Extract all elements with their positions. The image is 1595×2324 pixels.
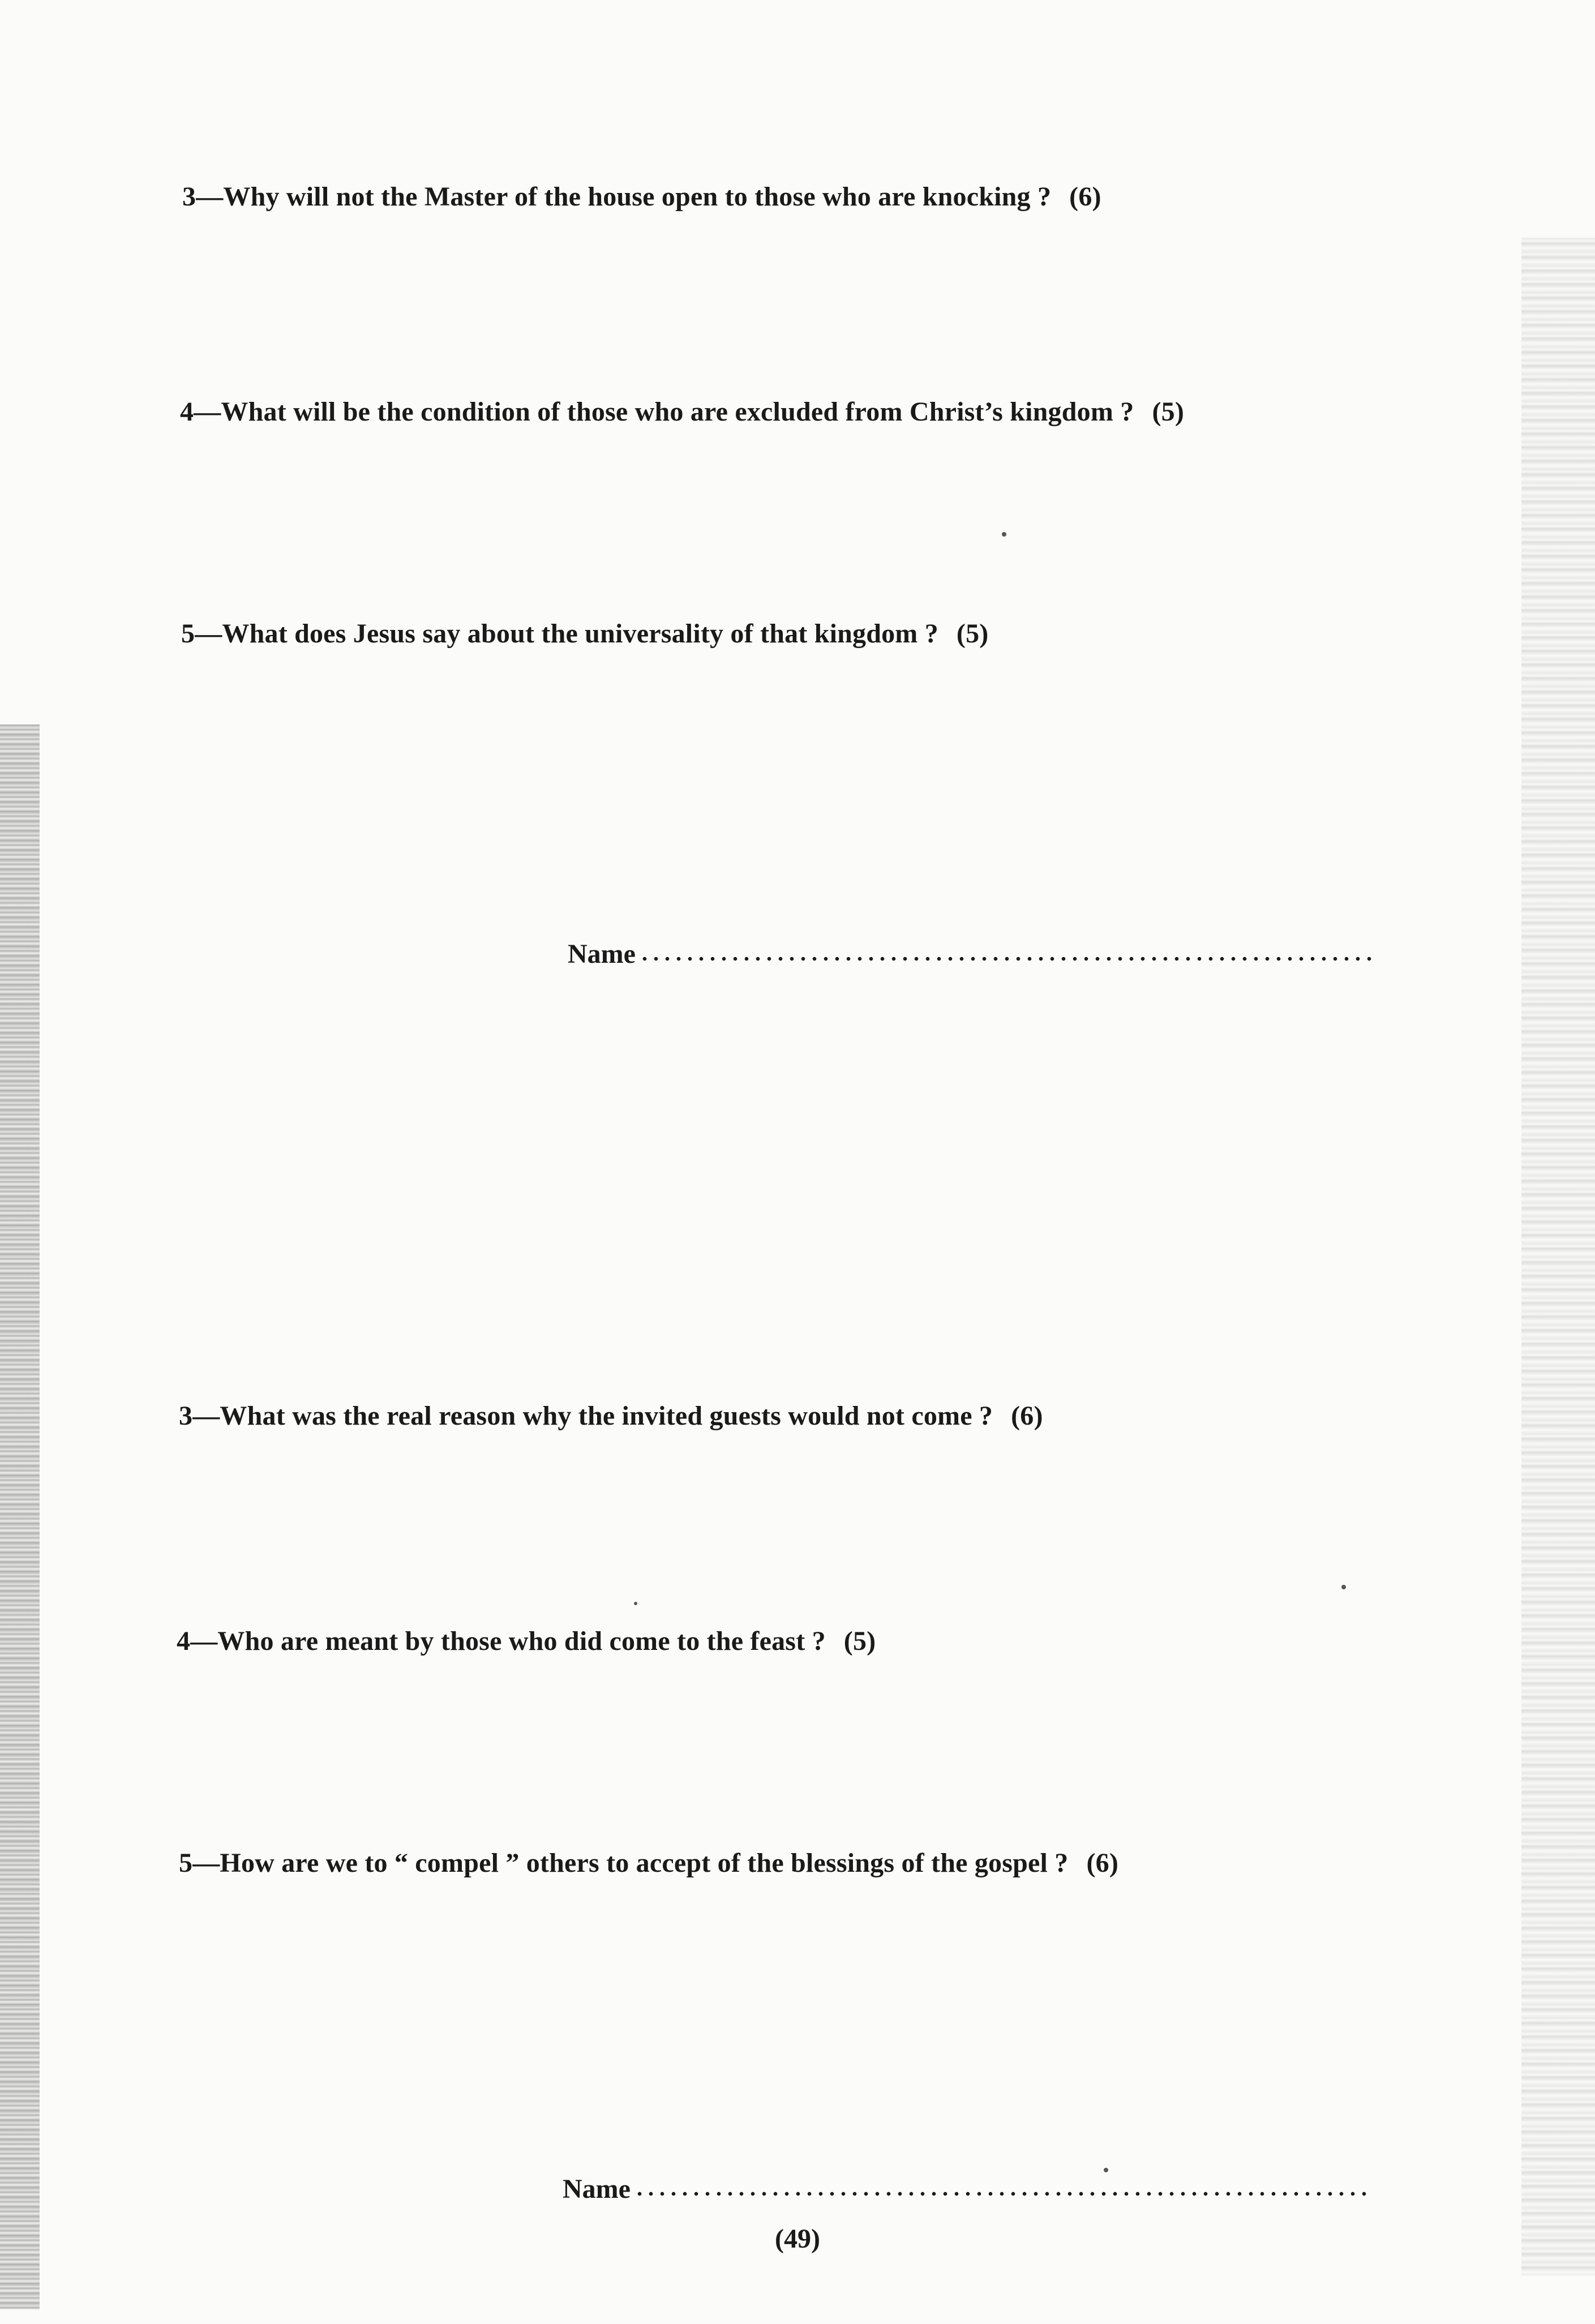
scan-speck [1341, 1585, 1346, 1589]
scan-edge-left [0, 724, 40, 2309]
scan-speck [1104, 2168, 1108, 2172]
question-marks: (6) [1086, 1848, 1119, 1878]
question-number: 4 [180, 397, 194, 427]
question-marks: (5) [956, 619, 989, 649]
name-label: Name [563, 2174, 631, 2204]
question-a4: 4—What will be the condition of those who are excluded from Christ’s kingdom ? (5) [180, 397, 1185, 427]
name-field-a [568, 937, 1375, 971]
question-a5: 5—What does Jesus say about the universality of that kingdom ? (5) [181, 619, 989, 649]
question-text: What will be the condition of those who are excluded from Christ’s kingdom ? [221, 397, 1134, 427]
name-label: Name [568, 939, 636, 969]
question-number: 3 [179, 1401, 193, 1431]
scan-speck [634, 1602, 637, 1605]
question-number: 5 [181, 619, 195, 649]
question-marks: (6) [1011, 1401, 1043, 1431]
question-number: 5 [179, 1848, 193, 1878]
question-text: Who are meant by those who did come to the feast ? [217, 1626, 826, 1656]
name-dotted-line [634, 2190, 1370, 2198]
question-marks: (5) [1152, 397, 1185, 427]
question-a3: 3—Why will not the Master of the house open to those who are knocking ? (6) [182, 182, 1101, 212]
scan-speck [1002, 532, 1006, 537]
page-number: (49) [775, 2224, 820, 2254]
scan-edge-right [1521, 238, 1595, 2275]
question-b4: 4—Who are meant by those who did come to the feast ? (5) [177, 1626, 876, 1656]
question-marks: (6) [1069, 182, 1101, 212]
question-number: 3 [182, 182, 196, 212]
question-number: 4 [177, 1626, 191, 1656]
name-dotted-line [639, 955, 1375, 963]
question-marks: (5) [843, 1626, 876, 1656]
question-b3: 3—What was the real reason why the invited guests would not come ? (6) [179, 1401, 1043, 1431]
name-field-b [563, 2172, 1370, 2206]
question-text: What was the real reason why the invited guests would not come ? [220, 1401, 993, 1431]
question-b5: 5—How are we to “ compel ” others to accept of the blessings of the gospel ? (6) [179, 1848, 1119, 1878]
question-text: How are we to “ compel ” others to accept of the blessings of the gospel ? [220, 1848, 1069, 1878]
question-text: What does Jesus say about the universality of that kingdom ? [222, 619, 938, 649]
question-text: Why will not the Master of the house open to those who are knocking ? [223, 182, 1052, 212]
